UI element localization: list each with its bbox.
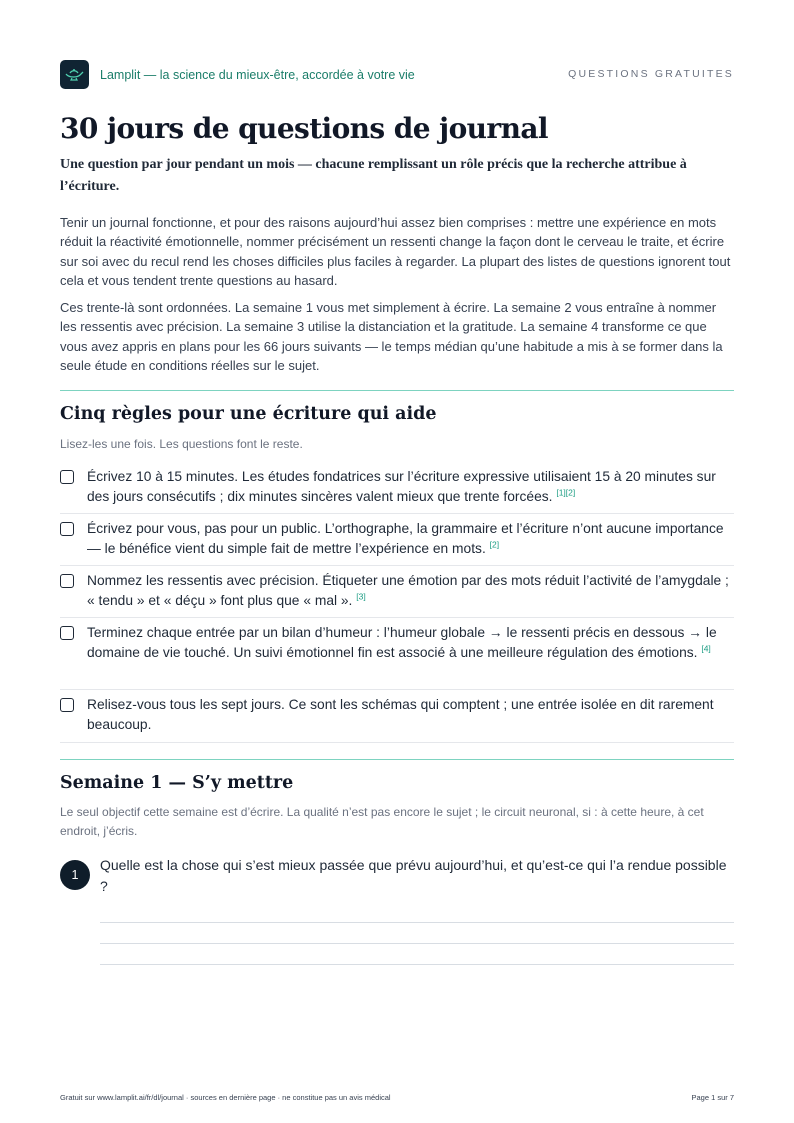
- section-divider: [60, 759, 734, 760]
- citation[interactable]: [3]: [356, 591, 366, 602]
- checkbox[interactable]: [60, 574, 74, 588]
- checklist-text: Terminez chaque entrée par un bilan d’humeur : l’humeur globale → le ressenti précis en dessous → le domaine de vie touché. Un suivi émotionnel fin est associé à une meilleure régulation des émotions. [4]: [87, 625, 717, 660]
- rules-subheading: Lisez-les une fois. Les questions font le reste.: [60, 437, 303, 451]
- document-category: QUESTIONS GRATUITES: [568, 68, 734, 80]
- section-divider: [60, 390, 734, 391]
- writing-line[interactable]: [100, 943, 734, 944]
- brand-tagline: Lamplit — la science du mieux-être, accordée à votre vie: [100, 68, 415, 82]
- intro-paragraph: Ces trente-là sont ordonnées. La semaine 1 vous met simplement à écrire. La semaine 2 vous entraîne à nommer les ressentis avec précision. La semaine 3 utilise la distanciation et la gratitude. La semaine 4 transforme ce que vous avez appris en plans pour les 66 jours suivants — le temps médian qu’une habitude a mis à se former dans la seule étude en conditions réelles sur le sujet.: [60, 300, 723, 373]
- question-number: 1: [60, 860, 90, 890]
- checkbox[interactable]: [60, 522, 74, 536]
- writing-line[interactable]: [100, 964, 734, 965]
- checkbox[interactable]: [60, 626, 74, 640]
- rules-checklist: [60, 461, 734, 743]
- intro-paragraph: Tenir un journal fonctionne, et pour des raisons aujourd’hui assez bien comprises : mettre une expérience en mots réduit la réactivité émotionnelle, nommer précisément un ressenti change la façon dont le cerveau le traite, et écrire sur soi avec du recul rend les choses difficiles plus faciles à regarder. La plupart des listes de questions ignorent tout cela et vous tendent trente questions au hasard.: [60, 215, 731, 288]
- page-subtitle: Une question par jour pendant un mois — chacune remplissant un rôle précis que la recherche attribue à l’écriture.: [60, 157, 687, 194]
- checklist-item: [60, 566, 734, 618]
- rules-heading: Cinq règles pour une écriture qui aide: [60, 404, 437, 424]
- checklist-item: [60, 690, 734, 743]
- checklist-item: [60, 461, 734, 514]
- question-text: Quelle est la chose qui s’est mieux passée que prévu aujourd’hui, et qu’est-ce qui l’a rendue possible ?: [100, 857, 727, 894]
- checkbox[interactable]: [60, 698, 74, 712]
- checklist-text: Relisez-vous tous les sept jours. Ce sont les schémas qui comptent ; une entrée isolée en dit rarement beaucoup.: [87, 697, 714, 732]
- checklist-text: Nommez les ressentis avec précision. Étiqueter une émotion par des mots réduit l’activité de l’amygdale ; « tendu » et « déçu » font plus que « mal ». [3]: [87, 573, 729, 608]
- citation[interactable]: [2]: [489, 539, 500, 550]
- page-title: 30 jours de questions de journal: [60, 112, 548, 145]
- checkbox[interactable]: [60, 470, 74, 484]
- page-number: Page 1 sur 7: [691, 1093, 734, 1102]
- checklist-item: [60, 618, 734, 690]
- lamp-icon: [60, 60, 89, 89]
- checklist-item: [60, 514, 734, 566]
- checklist-text: Écrivez 10 à 15 minutes. Les études fondatrices sur l’écriture expressive utilisaient 15 à 20 minutes sur des jours consécutifs ; dix minutes sincères valent mieux que trente forcées. [1][2]: [87, 469, 716, 504]
- page-header: [60, 60, 734, 92]
- week-subheading: Le seul objectif cette semaine est d’écrire. La qualité n’est pas encore le sujet ; le circuit neuronal, si : à cette heure, à cet endroit, j’écris.: [60, 805, 704, 838]
- citation[interactable]: [4]: [701, 643, 711, 654]
- footer-note: Gratuit sur www.lamplit.ai/fr/dl/journal · sources en dernière page · ne constitue pas un avis médical: [60, 1093, 391, 1102]
- writing-line[interactable]: [100, 922, 734, 923]
- week-heading: Semaine 1 — S’y mettre: [60, 773, 294, 793]
- checklist-text: Écrivez pour vous, pas pour un public. L’orthographe, la grammaire et l’écriture n’ont aucune importance — le bénéfice vient du simple fait de mettre l’expérience en mots. [2]: [87, 521, 724, 556]
- citation[interactable]: [1][2]: [556, 487, 576, 498]
